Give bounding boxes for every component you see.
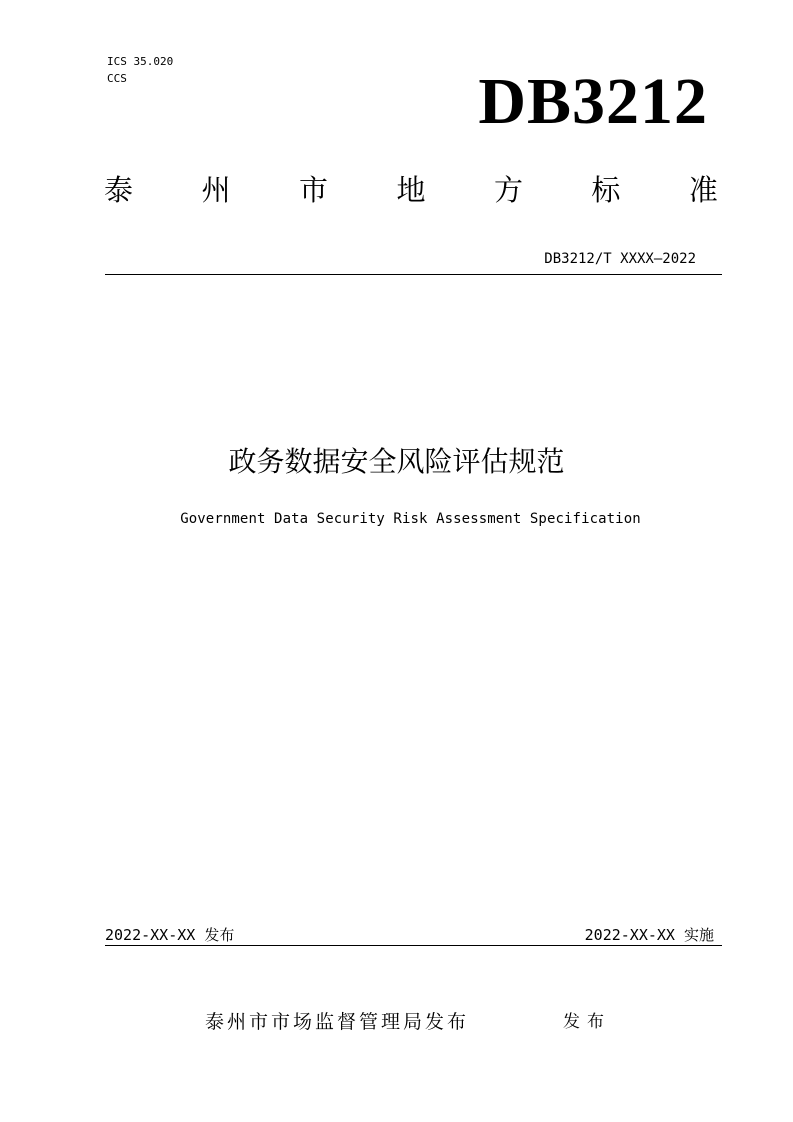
standard-number: DB3212/T XXXX—2022 (544, 251, 696, 267)
document-title-english: Government Data Security Risk Assessment Specification (180, 511, 641, 527)
standard-code-large: DB3212 (478, 65, 708, 138)
standard-type-heading (104, 170, 718, 210)
standard-type-char: 准 (688, 173, 718, 207)
publish-date: 2022-XX-XX 发布 (105, 926, 235, 944)
issuing-authority: 泰州市市场监督管理局发布 (205, 1011, 470, 1033)
issue-label: 发布 (563, 1012, 611, 1032)
standard-type-char: 州 (201, 173, 231, 207)
document-title-chinese: 政务数据安全风险评估规范 (228, 445, 565, 478)
standard-type-char: 标 (591, 173, 621, 207)
standard-type-char: 泰 (104, 173, 134, 207)
top-divider (105, 274, 722, 275)
standard-type-char: 方 (493, 173, 523, 207)
bottom-divider (105, 945, 722, 946)
implement-date: 2022-XX-XX 实施 (584, 926, 714, 944)
ccs-code: CCS (107, 72, 127, 85)
standard-type-char: 地 (396, 173, 426, 207)
ics-code: ICS 35.020 (107, 55, 174, 68)
standard-type-char: 市 (298, 173, 328, 207)
